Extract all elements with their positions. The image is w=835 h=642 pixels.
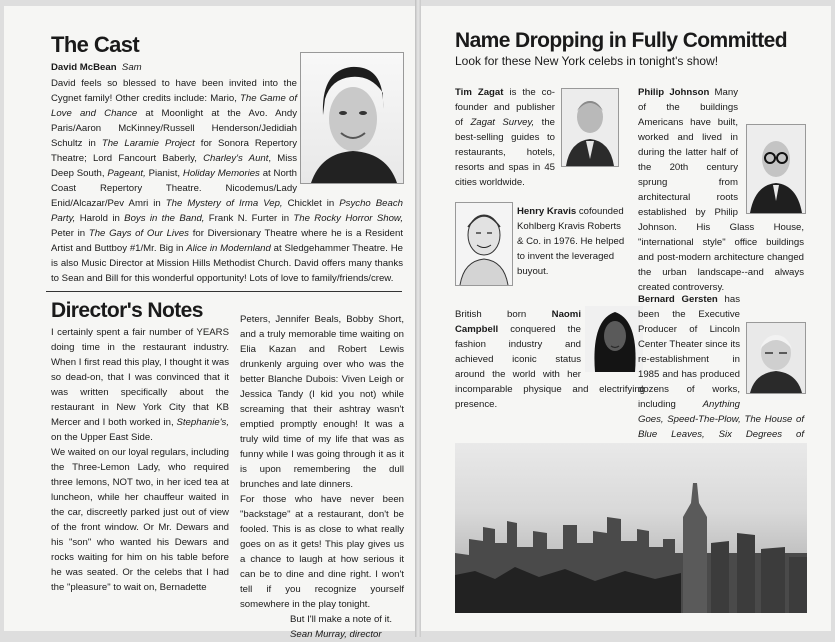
johnson-name: Philip Johnson [638, 87, 710, 98]
kravis-entry [517, 204, 629, 279]
bio-title: Psycho Beach Party, [51, 198, 403, 224]
skyline-icon [455, 443, 807, 613]
zagat-italic: Zagat Survey, [470, 117, 535, 128]
bio-title: Boys in the Band, [124, 213, 205, 224]
notes-column-right [240, 312, 404, 642]
notes-closing: But I'll make a note of it. [290, 614, 393, 625]
bio-text: Frank N. Furter in [204, 213, 294, 224]
bio-text: at Sledgehammer Theatre. He is also Music Director at Mission Hills Methodist Church. David offers many thanks to Sean and Bill for this wonderful opportunity! Lots of love to family/friends/crew. [51, 243, 403, 284]
photo-wrap-spacer [297, 76, 403, 188]
zagat-text: is the co-founder and publisher of [455, 87, 555, 128]
actor-bio [51, 76, 403, 286]
name-dropping-subtitle: Look for these New York celebs in tonight's show! [455, 54, 719, 68]
section-divider [46, 291, 402, 292]
bio-text: Pianist, [145, 168, 183, 179]
sketch-portrait-icon [456, 203, 512, 285]
tim-zagat-photo [561, 88, 619, 167]
zagat-text: the best-selling guides to restaurants, hotels, resorts and spas in 45 cities worldwide. [455, 117, 555, 188]
campbell-text: British born [455, 309, 552, 320]
johnson-text: Many of the buildings Americans have built, worked and lived in during the latter half of the 20th century sprung from architectural roots established by Philip Johnson. His Glass House, "international style" office buildings and post-modern architecture changed the urban landscape--and always created controversy. [638, 87, 804, 293]
gersten-text: has been the Executive Producer of Lincoln Center Theater since its re-establishment in 1985 and has produced dozens of works, including [638, 294, 740, 410]
bio-text: at Moonlight at the Avo. Andy Paris/Aaron McKinney/Russell Henderson/Jedidiah Schultz in [51, 108, 297, 149]
bio-text: for Sonora Repertory Theatre; Lord Fancourt Baberly, [51, 138, 297, 164]
bio-title: Charley's Aunt [203, 153, 269, 164]
notes-text: I certainly spent a fair number of YEARS doing time in the restaurant industry. When I first read this play, I thought it was so dead-on, that I was convinced that it was written specifically about the restaurant in New York City that KB Mercer and I both worked in, [51, 327, 229, 428]
zagat-name: Tim Zagat [455, 87, 504, 98]
actor-credit [51, 60, 296, 75]
bio-title: Pageant, [107, 168, 146, 179]
bio-text: Peter in [51, 228, 89, 239]
bio-text: for Diversionary Theatre where he is a Resident Artist and Buttboy #1/Mr. Big in [51, 228, 403, 254]
kravis-text: cofounded Kohlberg Kravis Roberts & Co. in 1976. He helped to invent the leveraged buyout. [517, 206, 625, 277]
bio-title: The Rocky Horror Show, [293, 213, 403, 224]
gersten-italic: Anything Goes, Speed-The-Plow, The House of Blue Leaves, Six Degrees of [638, 399, 804, 440]
kravis-name: Henry Kravis [517, 206, 577, 217]
henry-kravis-drawing [455, 202, 513, 286]
notes-paragraph [51, 325, 229, 445]
bio-text: at North Coast Repertory Theatre. Nicodemus/Lady Enid/Alcazar/Pev Amri in [51, 168, 297, 209]
name-dropping-heading: Name Dropping in Fully Committed [455, 29, 787, 52]
actor-name: David McBean [51, 62, 117, 73]
cast-heading: The Cast [51, 32, 140, 57]
notes-paragraph: For those who have never been "backstage" at a restaurant, don't be fooled. This is as close to what really goes on as it gets! This play gives us a chance to laugh at how serious it can be to dine and dine right. I won't tell if you recognize yourself somewhere in the play tonight. [240, 494, 404, 610]
notes-paragraph: Peters, Jennifer Beals, Bobby Short, and a truly memorable time waiting on Elia Kazan and Robert Lewis drunkenly arguing over who was the better Blanche Dubois: Viven Leigh or Jessica Tandy (I kid you not) while screaming that their ashtray wasn't emptied promptly enough! It was a truly wild time of my life that was as funny while I was going through it as it is upon remembering the dull brunches and late dinners. [240, 314, 404, 490]
headshot-icon [585, 306, 643, 372]
bio-text: Chicklet in [282, 198, 340, 209]
headshot-icon [747, 323, 805, 393]
naomi-campbell-photo [585, 306, 643, 372]
philip-johnson-photo [746, 124, 806, 214]
gersten-name: Bernard Gersten [638, 294, 718, 305]
right-page [421, 6, 831, 631]
bio-title: The Gays of Our Lives [88, 228, 189, 239]
bio-text: David feels so blessed to have been invited into the Cygnet family! Other credits include: Mario, [51, 78, 297, 104]
bio-title: Alice in Modernland [186, 243, 271, 254]
notes-signature: Sean Murray, director [290, 629, 382, 640]
bio-text: , Miss Deep South, [51, 153, 297, 179]
left-page [4, 6, 415, 640]
notes-paragraph: We waited on our loyal regulars, including the Three-Lemon Lady, who required three lemons, NOT two, in her iced tea at luncheon, while her chauffeur waited in the car, discreetly parked just out of view of the front window. Or Mr. Dewars and his "son" who wanted his Dewars and rocks waiting for him on his table before he was seated. Or the celebs that I had the "pleasure" to wait on, Bernadette [51, 447, 229, 593]
headshot-icon [747, 125, 805, 213]
nyc-skyline-photo [455, 443, 807, 613]
bio-title: The Game of Love and Chance [51, 93, 297, 119]
headshot-icon [562, 89, 618, 166]
zagat-entry [455, 85, 555, 190]
actor-role: Sam [121, 62, 142, 73]
notes-text: on the Upper East Side. [51, 432, 153, 443]
notes-italic: Stephanie's, [176, 417, 229, 428]
bernard-gersten-photo [746, 322, 806, 394]
bio-title: The Laramie Project [101, 138, 195, 149]
bio-text: Harold in [75, 213, 125, 224]
directors-notes-heading: Director's Notes [51, 299, 203, 322]
bio-title: Holiday Memories [182, 168, 260, 179]
campbell-text: conquered the fashion industry and achieved iconic status around the world with her incomparable physique and electrifying presence. [455, 324, 645, 410]
campbell-name: Naomi Campbell [455, 309, 581, 335]
bio-title: The Mystery of Irma Vep, [165, 198, 283, 209]
notes-column-left [51, 325, 229, 595]
